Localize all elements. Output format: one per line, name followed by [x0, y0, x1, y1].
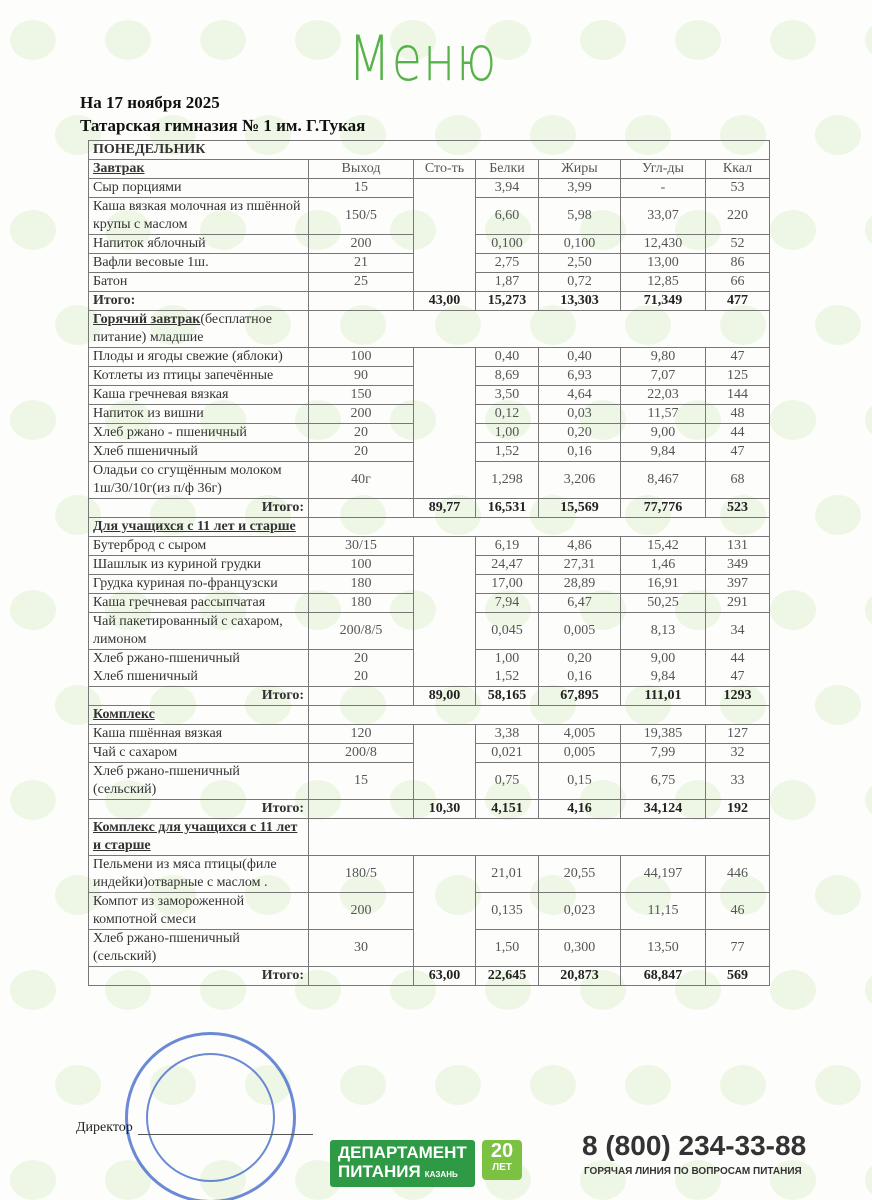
bg-dot: [295, 20, 341, 60]
total-label: Итого:: [89, 687, 309, 706]
item-portion: 180: [309, 594, 414, 613]
total-b: 58,165: [476, 687, 539, 706]
bg-dot: [865, 970, 872, 1010]
item-proteins: 1,50: [476, 930, 539, 967]
hotline-label: ГОРЯЧАЯ ЛИНИЯ ПО ВОПРОСАМ ПИТАНИЯ: [584, 1166, 802, 1177]
total-row: [89, 499, 770, 518]
item-portion: 180/5: [309, 856, 414, 893]
item-proteins: 17,00: [476, 575, 539, 594]
item-name: Оладьи со сгущённым молоком 1ш/30/10г(из п/ф 36г): [89, 462, 309, 499]
item-fats: 0,72: [539, 273, 621, 292]
item-carbs: 13,50: [621, 930, 706, 967]
item-name: Пельмени из мяса птицы(филе индейки)отварные с маслом .: [89, 856, 309, 893]
total-row: [89, 292, 770, 311]
item-name: Напиток из вишни: [89, 405, 309, 424]
item-kcal: 349: [706, 556, 770, 575]
section-title-suffix: (бесплатное питание) младшие: [93, 312, 273, 345]
bg-dot: [200, 20, 246, 60]
item-name: Плоды и ягоды свежие (яблоки): [89, 348, 309, 367]
total-u: 68,847: [621, 967, 706, 986]
item-carbs: 1,46: [621, 556, 706, 575]
total-label: Итого:: [89, 499, 309, 518]
bg-dot: [865, 210, 872, 250]
item-kcal: 77: [706, 930, 770, 967]
item-name: Компот из замороженной компотной смеси: [89, 893, 309, 930]
item-kcal: 47: [706, 443, 770, 462]
empty-cell: [309, 706, 770, 725]
item-kcal: 68: [706, 462, 770, 499]
empty-cell: [309, 499, 414, 518]
bg-dot: [770, 20, 816, 60]
total-u: 77,776: [621, 499, 706, 518]
bg-dot: [55, 1065, 101, 1105]
item-proteins: 3,50: [476, 386, 539, 405]
item-fats: 6,47: [539, 594, 621, 613]
bg-dot: [10, 780, 56, 820]
section-title: Горячий завтрак: [93, 312, 201, 327]
bg-dot: [770, 400, 816, 440]
bg-dot: [530, 1065, 576, 1105]
item-portion: 21: [309, 254, 414, 273]
total-z: 15,569: [539, 499, 621, 518]
item-kcal: 144: [706, 386, 770, 405]
item-proteins: 1,00: [476, 424, 539, 443]
item-fats: 0,16: [539, 443, 621, 462]
total-row: [89, 800, 770, 819]
item-fats: 3,206: [539, 462, 621, 499]
item-proteins: 1,52: [476, 443, 539, 462]
bg-dot: [815, 875, 861, 915]
signature-line: [138, 1134, 313, 1135]
item-fats: 0,100: [539, 235, 621, 254]
cost-cell-merged: [414, 856, 476, 967]
item-proteins: 0,021: [476, 744, 539, 763]
item-carbs: 12,85: [621, 273, 706, 292]
bg-dot: [10, 1160, 56, 1200]
item-carbs: 50,25: [621, 594, 706, 613]
section-title-cell: [89, 311, 309, 348]
bg-dot: [865, 400, 872, 440]
item-name: Напиток яблочный: [89, 235, 309, 254]
menu-item-row: [89, 348, 770, 367]
section-title: Завтрак: [93, 161, 145, 176]
empty-cell: [309, 518, 770, 537]
total-k: 192: [706, 800, 770, 819]
item-portion: 150: [309, 386, 414, 405]
item-portion: 200: [309, 893, 414, 930]
total-label: Итого:: [89, 967, 309, 986]
total-b: 15,273: [476, 292, 539, 311]
item-carbs: 11,57: [621, 405, 706, 424]
item-carbs: 9,00 9,84: [621, 650, 706, 687]
item-kcal: 44: [706, 424, 770, 443]
column-header: Жиры: [539, 160, 621, 179]
item-proteins: 0,75: [476, 763, 539, 800]
bg-dot: [815, 685, 861, 725]
item-name: Грудка куриная по-французски: [89, 575, 309, 594]
bg-dot: [865, 20, 872, 60]
item-proteins: 2,75: [476, 254, 539, 273]
item-fats: 0,20 0,16: [539, 650, 621, 687]
item-portion: 100: [309, 556, 414, 575]
date-line: На 17 ноября 2025: [80, 93, 220, 112]
bg-dot: [815, 495, 861, 535]
bg-dot: [340, 1065, 386, 1105]
bg-dot: [815, 305, 861, 345]
item-portion: 15: [309, 179, 414, 198]
bg-dot: [105, 20, 151, 60]
bg-dot: [720, 1065, 766, 1105]
column-header: Белки: [476, 160, 539, 179]
item-proteins: 7,94: [476, 594, 539, 613]
bg-dot: [865, 780, 872, 820]
item-portion: 120: [309, 725, 414, 744]
item-name: Каша гречневая рассыпчатая: [89, 594, 309, 613]
item-name: Шашлык из куриной грудки: [89, 556, 309, 575]
item-kcal: 66: [706, 273, 770, 292]
section-header-row: [89, 819, 770, 856]
badge-years: 20: [490, 1140, 514, 1162]
item-proteins: 6,19: [476, 537, 539, 556]
department-logo: [330, 1140, 475, 1187]
item-portion: 200: [309, 235, 414, 254]
item-proteins: 8,69: [476, 367, 539, 386]
bg-dot: [10, 20, 56, 60]
bg-dot: [580, 20, 626, 60]
item-name: Каша вязкая молочная из пшённой крупы с маслом: [89, 198, 309, 235]
total-z: 20,873: [539, 967, 621, 986]
school-stamp: [125, 1032, 296, 1200]
bg-dot: [770, 210, 816, 250]
total-z: 67,895: [539, 687, 621, 706]
item-portion: 40г: [309, 462, 414, 499]
item-carbs: 8,13: [621, 613, 706, 650]
item-carbs: -: [621, 179, 706, 198]
item-proteins: 6,60: [476, 198, 539, 235]
item-kcal: 220: [706, 198, 770, 235]
section-title: Комплекс для учащихся с 11 лет и старше: [93, 820, 298, 853]
total-label: Итого:: [89, 292, 309, 311]
column-header: Ккал: [706, 160, 770, 179]
item-carbs: 7,07: [621, 367, 706, 386]
item-carbs: 16,91: [621, 575, 706, 594]
empty-cell: [309, 687, 414, 706]
item-kcal: 125: [706, 367, 770, 386]
school-name: Татарская гимназия № 1 им. Г.Тукая: [80, 116, 366, 135]
item-carbs: 11,15: [621, 893, 706, 930]
item-carbs: 19,385: [621, 725, 706, 744]
bg-dot: [435, 1065, 481, 1105]
total-b: 22,645: [476, 967, 539, 986]
item-kcal: 131: [706, 537, 770, 556]
badge-label: ЛЕТ: [492, 1162, 512, 1173]
item-name: Хлеб ржано-пшеничный (сельский): [89, 763, 309, 800]
total-row: [89, 967, 770, 986]
item-kcal: 32: [706, 744, 770, 763]
item-carbs: 9,80: [621, 348, 706, 367]
cost-cell-merged: [414, 537, 476, 687]
total-k: 569: [706, 967, 770, 986]
item-carbs: 13,00: [621, 254, 706, 273]
item-proteins: 0,12: [476, 405, 539, 424]
item-fats: 2,50: [539, 254, 621, 273]
section-title-cell: [89, 518, 309, 537]
item-proteins: 21,01: [476, 856, 539, 893]
menu-table: [88, 140, 770, 986]
item-name: Котлеты из птицы запечённые: [89, 367, 309, 386]
item-fats: 0,300: [539, 930, 621, 967]
item-portion: 180: [309, 575, 414, 594]
logo-line1: ДЕПАРТАМЕНТ: [338, 1143, 467, 1162]
item-kcal: 86: [706, 254, 770, 273]
item-fats: 3,99: [539, 179, 621, 198]
item-name: Чай пакетированный с сахаром, лимоном: [89, 613, 309, 650]
item-kcal: 44 47: [706, 650, 770, 687]
item-fats: 4,005: [539, 725, 621, 744]
total-u: 111,01: [621, 687, 706, 706]
item-fats: 0,005: [539, 613, 621, 650]
item-carbs: 9,84: [621, 443, 706, 462]
item-kcal: 291: [706, 594, 770, 613]
item-kcal: 53: [706, 179, 770, 198]
item-proteins: 1,298: [476, 462, 539, 499]
total-b: 16,531: [476, 499, 539, 518]
item-proteins: 1,00 1,52: [476, 650, 539, 687]
cost-cell-merged: [414, 348, 476, 499]
total-cost: 63,00: [414, 967, 476, 986]
item-name: Бутерброд с сыром: [89, 537, 309, 556]
menu-item-row: [89, 537, 770, 556]
item-carbs: 15,42: [621, 537, 706, 556]
item-portion: 15: [309, 763, 414, 800]
menu-title: Меню: [348, 22, 498, 95]
item-portion: 200: [309, 405, 414, 424]
total-cost: 89,77: [414, 499, 476, 518]
hotline-phone: 8 (800) 234-33-88: [582, 1130, 807, 1161]
total-k: 477: [706, 292, 770, 311]
item-carbs: 7,99: [621, 744, 706, 763]
bg-dot: [770, 970, 816, 1010]
item-proteins: 0,045: [476, 613, 539, 650]
total-u: 71,349: [621, 292, 706, 311]
bg-dot: [770, 590, 816, 630]
bg-dot: [770, 780, 816, 820]
item-carbs: 22,03: [621, 386, 706, 405]
bg-dot: [10, 400, 56, 440]
section-header-row: [89, 160, 770, 179]
empty-cell: [309, 800, 414, 819]
empty-cell: [309, 311, 770, 348]
item-kcal: 46: [706, 893, 770, 930]
item-fats: 0,15: [539, 763, 621, 800]
bg-dot: [10, 590, 56, 630]
total-row: [89, 687, 770, 706]
bg-dot: [865, 590, 872, 630]
section-title: Для учащихся с 11 лет и старше: [93, 519, 296, 534]
item-name: Каша пшённая вязкая: [89, 725, 309, 744]
item-name: Сыр порциями: [89, 179, 309, 198]
bg-dot: [625, 1065, 671, 1105]
item-portion: 100: [309, 348, 414, 367]
item-name: Хлеб ржано-пшеничный Хлеб пшеничный: [89, 650, 309, 687]
item-fats: 5,98: [539, 198, 621, 235]
item-carbs: 33,07: [621, 198, 706, 235]
item-fats: 4,64: [539, 386, 621, 405]
item-carbs: 9,00: [621, 424, 706, 443]
item-fats: 27,31: [539, 556, 621, 575]
logo-line2: ПИТАНИЯ: [338, 1162, 421, 1181]
bg-dot: [815, 1065, 861, 1105]
section-header-row: [89, 518, 770, 537]
menu-item-row: [89, 725, 770, 744]
item-proteins: 24,47: [476, 556, 539, 575]
section-header-row: [89, 311, 770, 348]
item-kcal: 33: [706, 763, 770, 800]
section-title-cell: [89, 706, 309, 725]
anniversary-badge: [482, 1140, 522, 1180]
menu-item-row: [89, 856, 770, 893]
item-portion: 150/5: [309, 198, 414, 235]
item-carbs: 6,75: [621, 763, 706, 800]
total-cost: 43,00: [414, 292, 476, 311]
empty-cell: [309, 967, 414, 986]
column-header: Выход: [309, 160, 414, 179]
director-label: Директор: [76, 1120, 133, 1135]
section-header-row: [89, 706, 770, 725]
item-proteins: 0,40: [476, 348, 539, 367]
total-label: Итого:: [89, 800, 309, 819]
item-portion: 200/8: [309, 744, 414, 763]
item-kcal: 397: [706, 575, 770, 594]
item-portion: 25: [309, 273, 414, 292]
section-title-cell: [89, 819, 309, 856]
item-fats: 0,023: [539, 893, 621, 930]
item-name: Хлеб ржано - пшеничный: [89, 424, 309, 443]
bg-dot: [865, 1160, 872, 1200]
item-fats: 0,005: [539, 744, 621, 763]
total-cost: 10,30: [414, 800, 476, 819]
item-portion: 20 20: [309, 650, 414, 687]
item-carbs: 12,430: [621, 235, 706, 254]
item-fats: 4,86: [539, 537, 621, 556]
total-k: 523: [706, 499, 770, 518]
item-portion: 30/15: [309, 537, 414, 556]
item-portion: 200/8/5: [309, 613, 414, 650]
bg-dot: [10, 970, 56, 1010]
item-carbs: 8,467: [621, 462, 706, 499]
item-name: Вафли весовые 1ш.: [89, 254, 309, 273]
menu-item-row: [89, 179, 770, 198]
cost-cell-merged: [414, 179, 476, 292]
item-kcal: 47: [706, 348, 770, 367]
section-title: Комплекс: [93, 707, 155, 722]
item-name: Хлеб пшеничный: [89, 443, 309, 462]
total-z: 4,16: [539, 800, 621, 819]
item-proteins: 1,87: [476, 273, 539, 292]
cost-cell-merged: [414, 725, 476, 800]
item-name: Каша гречневая вязкая: [89, 386, 309, 405]
item-fats: 28,89: [539, 575, 621, 594]
section-title-cell: [89, 160, 309, 179]
day-heading: ПОНЕДЕЛЬНИК: [89, 141, 770, 160]
total-k: 1293: [706, 687, 770, 706]
item-kcal: 48: [706, 405, 770, 424]
empty-cell: [309, 292, 414, 311]
total-z: 13,303: [539, 292, 621, 311]
column-header: Сто-ть: [414, 160, 476, 179]
item-proteins: 3,38: [476, 725, 539, 744]
item-name: Чай с сахаром: [89, 744, 309, 763]
item-portion: 20: [309, 443, 414, 462]
item-name: Батон: [89, 273, 309, 292]
item-carbs: 44,197: [621, 856, 706, 893]
item-proteins: 0,135: [476, 893, 539, 930]
bg-dot: [675, 20, 721, 60]
item-kcal: 127: [706, 725, 770, 744]
total-b: 4,151: [476, 800, 539, 819]
item-fats: 0,03: [539, 405, 621, 424]
bg-dot: [815, 115, 861, 155]
bg-dot: [10, 210, 56, 250]
item-portion: 30: [309, 930, 414, 967]
item-portion: 90: [309, 367, 414, 386]
total-cost: 89,00: [414, 687, 476, 706]
item-kcal: 52: [706, 235, 770, 254]
item-name: Хлеб ржано-пшеничный (сельский): [89, 930, 309, 967]
item-fats: 0,40: [539, 348, 621, 367]
total-u: 34,124: [621, 800, 706, 819]
item-kcal: 446: [706, 856, 770, 893]
item-fats: 6,93: [539, 367, 621, 386]
item-proteins: 3,94: [476, 179, 539, 198]
column-header: Угл-ды: [621, 160, 706, 179]
item-fats: 0,20: [539, 424, 621, 443]
item-proteins: 0,100: [476, 235, 539, 254]
item-portion: 20: [309, 424, 414, 443]
empty-cell: [309, 819, 770, 856]
item-fats: 20,55: [539, 856, 621, 893]
item-kcal: 34: [706, 613, 770, 650]
logo-city: КАЗАНЬ: [424, 1170, 458, 1179]
